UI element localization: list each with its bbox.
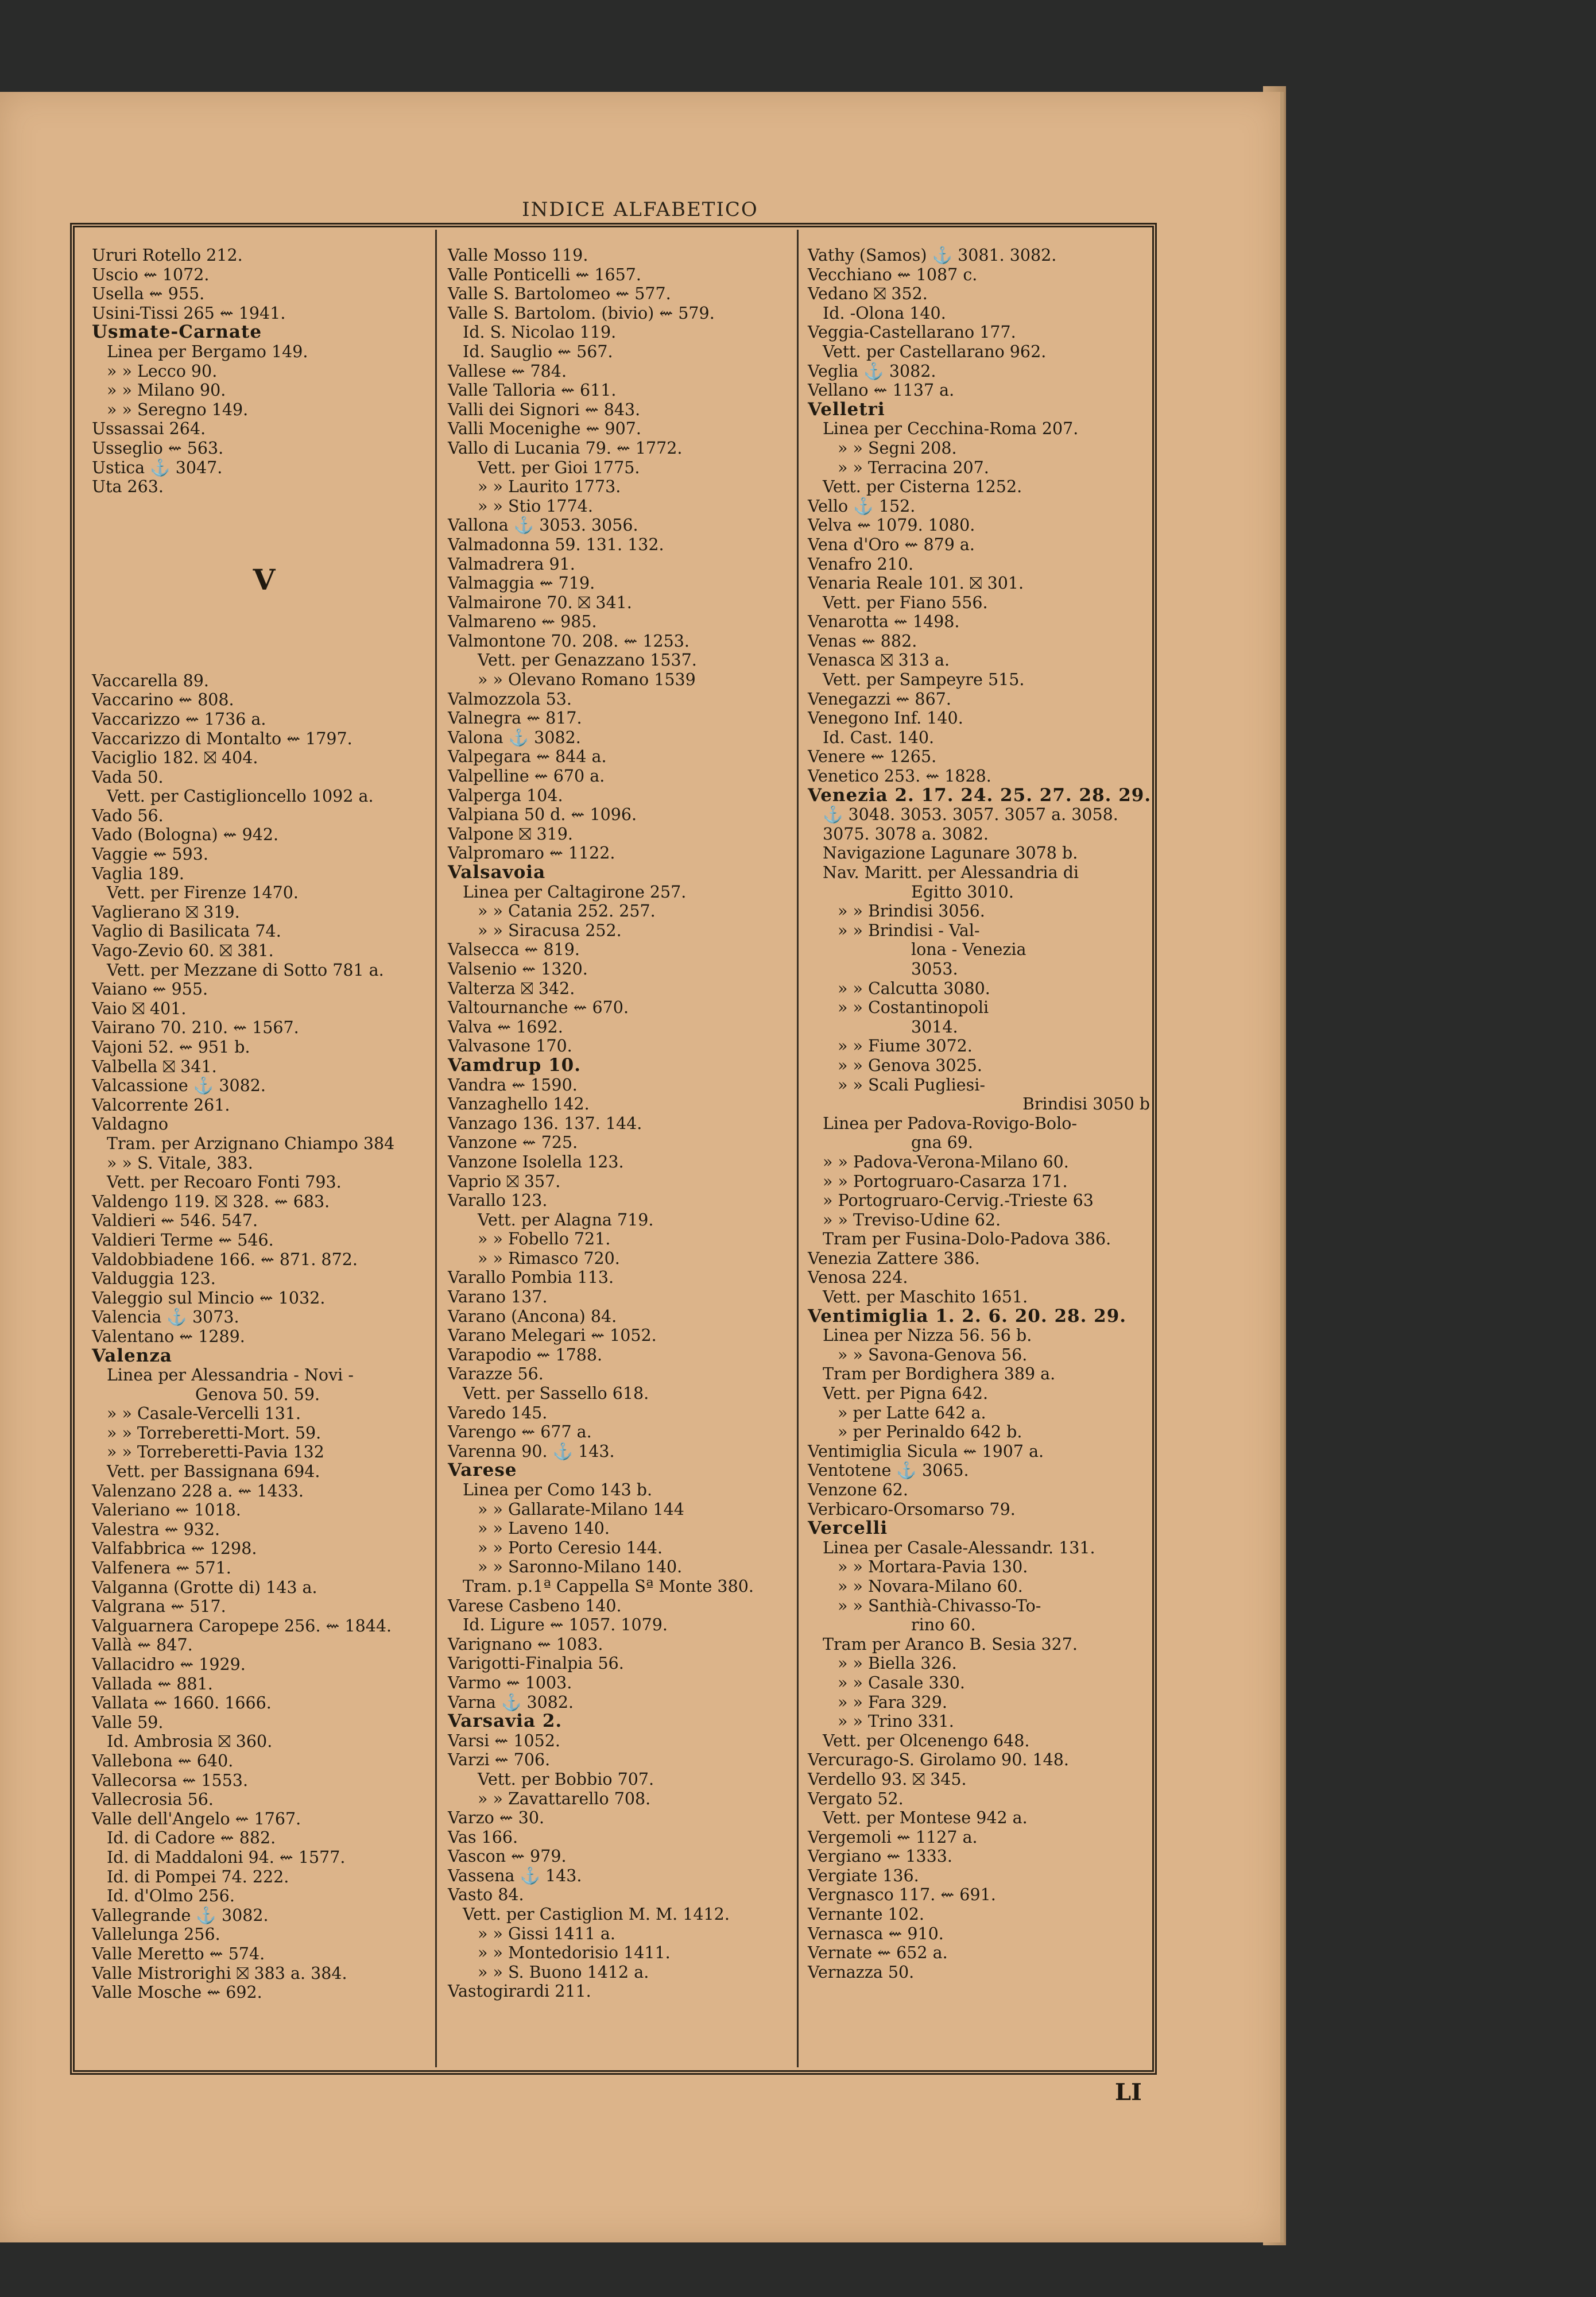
index-entry: Varano 137.: [448, 1287, 548, 1307]
index-entry: Verdello 93. ⛝ 345.: [808, 1769, 967, 1789]
index-entry: Vallata ⇜ 1660. 1666.: [92, 1693, 272, 1713]
index-entry: Vallacidro ⇜ 1929.: [92, 1655, 246, 1674]
index-entry: » » Biella 326.: [838, 1654, 957, 1673]
index-entry: Valle Mistrorighi ⛝ 383 a. 384.: [92, 1963, 347, 1983]
index-entry: Vaccarizzo ⇜ 1736 a.: [92, 709, 266, 729]
index-entry: Valmairone 70. ⛝ 341.: [448, 593, 632, 612]
index-entry: » » S. Vitale, 383.: [107, 1153, 253, 1173]
index-entry: Linea per Como 143 b.: [463, 1480, 653, 1499]
index-entry: Linea per Caltagirone 257.: [463, 882, 687, 902]
index-entry: » » Gissi 1411 a.: [478, 1924, 615, 1943]
index-entry: Vallona ⚓ 3053. 3056.: [448, 516, 638, 535]
index-entry: Valpone ⛝ 319.: [448, 824, 573, 844]
index-entry: Vett. per Gioi 1775.: [478, 458, 640, 477]
index-entry: Valvasone 170.: [448, 1037, 572, 1056]
index-entry: Vett. per Alagna 719.: [478, 1210, 654, 1229]
index-entry: Vairano 70. 210. ⇜ 1567.: [92, 1018, 299, 1038]
index-entry: Valdobbiadene 166. ⇜ 871. 872.: [92, 1250, 358, 1269]
index-entry: » » Calcutta 3080.: [838, 979, 990, 998]
index-entry: Velva ⇜ 1079. 1080.: [808, 516, 975, 535]
index-entry: rino 60.: [911, 1615, 976, 1635]
index-entry: » » Casale-Vercelli 131.: [107, 1404, 301, 1424]
index-entry: » » Scali Pugliesi-: [838, 1075, 986, 1095]
page-number: LI: [1115, 2079, 1142, 2106]
index-entry: Valmareno ⇜ 985.: [448, 612, 597, 632]
index-entry: Vaio ⛝ 401.: [92, 999, 187, 1018]
index-entry: Valmozzola 53.: [448, 689, 572, 709]
index-entry: Venzone 62.: [808, 1480, 908, 1499]
index-entry: Vaccarino ⇜ 808.: [92, 690, 234, 710]
index-entry: Vallegrande ⚓ 3082.: [92, 1905, 269, 1925]
index-entry: Valcassione ⚓ 3082.: [92, 1076, 266, 1096]
index-entry: Vanzone ⇜ 725.: [448, 1133, 578, 1153]
index-entry: Venaria Reale 101. ⛝ 301.: [808, 574, 1024, 593]
index-entry: » » Fobello 721.: [478, 1229, 611, 1249]
index-entry: Venarotta ⇜ 1498.: [808, 612, 960, 632]
index-entry: Vergemoli ⇜ 1127 a.: [808, 1827, 978, 1847]
index-entry: Valva ⇜ 1692.: [448, 1017, 563, 1037]
index-entry: Valle S. Bartolomeo ⇜ 577.: [448, 284, 671, 304]
index-entry: Vaglierano ⛝ 319.: [92, 902, 240, 922]
index-entry: Vallese ⇜ 784.: [448, 361, 567, 381]
index-entry: Vanzago 136. 137. 144.: [448, 1113, 642, 1133]
index-entry: Vett. per Cisterna 1252.: [823, 477, 1022, 497]
index-entry: Vett. per Bobbio 707.: [478, 1769, 654, 1789]
index-entry: » » Laurito 1773.: [478, 477, 621, 497]
index-entry: » » Olevano Romano 1539: [478, 670, 696, 690]
index-entry: Egitto 3010.: [911, 882, 1014, 902]
index-entry: Venere ⇜ 1265.: [808, 747, 937, 767]
index-entry: Vas 166.: [448, 1827, 518, 1847]
index-entry: » » Montedorisio 1411.: [478, 1943, 671, 1963]
index-entry: Valsecca ⇜ 819.: [448, 940, 580, 960]
index-entry: Usella ⇜ 955.: [92, 284, 205, 304]
index-entry: Valona ⚓ 3082.: [448, 728, 581, 747]
index-entry: » » Costantinopoli: [838, 998, 989, 1018]
index-entry: Valtournanche ⇜ 670.: [448, 998, 629, 1018]
index-entry: » Portogruaro-Cervig.-Trieste 63: [823, 1191, 1094, 1211]
index-heading: Venezia 2. 17. 24. 25. 27. 28. 29.: [808, 784, 1152, 806]
index-entry: Vett. per Montese 942 a.: [823, 1808, 1028, 1828]
index-entry: Varese Casbeno 140.: [448, 1596, 622, 1615]
index-entry: Id. Ambrosia ⛝ 360.: [107, 1732, 273, 1751]
index-entry: Id. Sauglio ⇜ 567.: [463, 342, 613, 361]
index-entry: » » Genova 3025.: [838, 1055, 982, 1075]
index-entry: Valpelline ⇜ 670 a.: [448, 767, 605, 786]
index-entry: Vandra ⇜ 1590.: [448, 1075, 578, 1095]
index-entry: Valdieri ⇜ 546. 547.: [92, 1211, 258, 1231]
index-entry: Vajoni 52. ⇜ 951 b.: [92, 1038, 250, 1057]
index-entry: Valestra ⇜ 932.: [92, 1519, 220, 1539]
index-entry: Venafro 210.: [808, 554, 914, 574]
index-entry: » » Seregno 149.: [107, 400, 249, 419]
index-entry: Venosa 224.: [808, 1268, 908, 1287]
index-entry: Verbicaro-Orsomarso 79.: [808, 1499, 1016, 1519]
index-entry: Valle Meretto ⇜ 574.: [92, 1944, 265, 1963]
index-entry: » » Lecco 90.: [107, 361, 218, 381]
index-entry: Vett. per Fiano 556.: [823, 593, 988, 612]
index-entry: » » Stio 1774.: [478, 496, 593, 516]
index-entry: Vallecorsa ⇜ 1553.: [92, 1770, 249, 1790]
index-entry: Navigazione Lagunare 3078 b.: [823, 844, 1078, 863]
index-entry: » per Latte 642 a.: [838, 1403, 986, 1422]
index-entry: Vasto 84.: [448, 1885, 524, 1905]
index-entry: Usseglio ⇜ 563.: [92, 438, 224, 458]
index-entry: Vathy (Samos) ⚓ 3081. 3082.: [808, 246, 1057, 265]
index-entry: Valenzano 228 a. ⇜ 1433.: [92, 1481, 304, 1501]
index-entry: Vecchiano ⇜ 1087 c.: [808, 265, 978, 284]
index-entry: » » Torreberetti-Pavia 132: [107, 1443, 324, 1462]
index-entry: Vaprio ⛝ 357.: [448, 1171, 561, 1191]
index-entry: Linea per Bergamo 149.: [107, 342, 308, 361]
index-heading: Varese: [448, 1460, 517, 1481]
index-entry: Ventotene ⚓ 3065.: [808, 1461, 969, 1480]
index-entry: Vett. per Pigna 642.: [823, 1384, 989, 1403]
index-entry: » » Zavattarello 708.: [478, 1789, 651, 1808]
index-entry: Linea per Casale-Alessandr. 131.: [823, 1538, 1095, 1557]
index-column-1: [92, 246, 436, 2002]
index-entry: Valli Mocenighe ⇜ 907.: [448, 419, 641, 439]
index-entry: » » Santhià-Chivasso-To-: [838, 1596, 1041, 1615]
index-entry: Tram. p.1ª Cappella Sª Monte 380.: [463, 1576, 754, 1596]
index-entry: Vago-Zevio 60. ⛝ 381.: [92, 941, 274, 961]
index-entry: 3014.: [911, 1017, 958, 1037]
index-entry: Varzo ⇜ 30.: [448, 1808, 545, 1828]
index-entry: Vanzaghello 142.: [448, 1095, 590, 1114]
index-entry: Ventimiglia Sicula ⇜ 1907 a.: [808, 1441, 1044, 1461]
index-entry: Varzi ⇜ 706.: [448, 1750, 551, 1770]
index-entry: Valeriano ⇜ 1018.: [92, 1501, 241, 1520]
index-entry: Valnegra ⇜ 817.: [448, 709, 582, 728]
index-entry: » » Mortara-Pavia 130.: [838, 1557, 1028, 1577]
index-entry: Linea per Padova-Rovigo-Bolo-: [823, 1113, 1077, 1133]
index-entry: Id. di Maddaloni 94. ⇜ 1577.: [107, 1847, 346, 1867]
index-entry: Valterza ⛝ 342.: [448, 979, 575, 998]
index-entry: Valle dell'Angelo ⇜ 1767.: [92, 1809, 301, 1828]
index-heading: Vamdrup 10.: [448, 1054, 582, 1076]
index-entry: Varallo Pombia 113.: [448, 1268, 614, 1287]
index-entry: Valfenera ⇜ 571.: [92, 1559, 231, 1578]
index-entry: Varna ⚓ 3082.: [448, 1692, 574, 1712]
index-entry: Linea per Nizza 56. 56 b.: [823, 1326, 1032, 1345]
index-entry: Valfabbrica ⇜ 1298.: [92, 1539, 257, 1559]
index-entry: Valduggia 123.: [92, 1269, 216, 1289]
index-entry: Venetico 253. ⇜ 1828.: [808, 767, 991, 786]
index-entry: » » Saronno-Milano 140.: [478, 1557, 683, 1577]
index-entry: Ustica ⚓ 3047.: [92, 458, 223, 477]
index-entry: Varigotti-Finalpia 56.: [448, 1654, 624, 1673]
column-divider-2: [797, 230, 799, 2067]
index-entry: Varazze 56.: [448, 1364, 544, 1384]
index-entry: Vastogirardi 211.: [448, 1982, 591, 2001]
index-entry: Id. -Olona 140.: [823, 303, 946, 323]
index-entry: » » Brindisi 3056.: [838, 902, 985, 921]
index-entry: Id. S. Nicolao 119.: [463, 323, 617, 342]
index-entry: Valle Mosso 119.: [448, 246, 588, 265]
index-entry: Vergnasco 117. ⇜ 691.: [808, 1885, 996, 1905]
index-entry: Valencia ⚓ 3073.: [92, 1308, 239, 1327]
index-entry: Linea per Cecchina-Roma 207.: [823, 419, 1079, 439]
index-entry: Linea per Alessandria - Novi -: [107, 1366, 354, 1385]
index-entry: » » S. Buono 1412 a.: [478, 1962, 649, 1982]
index-entry: Valmaggia ⇜ 719.: [448, 574, 595, 593]
index-entry: Vellano ⇜ 1137 a.: [808, 381, 955, 400]
index-entry: Usini-Tissi 265 ⇜ 1941.: [92, 303, 286, 323]
index-entry: Vallecrosia 56.: [92, 1790, 214, 1809]
index-entry: Valsenio ⇜ 1320.: [448, 959, 588, 979]
index-entry: Varano Melegari ⇜ 1052.: [448, 1326, 657, 1345]
index-entry: Vernasca ⇜ 910.: [808, 1924, 944, 1943]
index-entry: Vaglia 189.: [92, 864, 184, 883]
index-entry: Venas ⇜ 882.: [808, 631, 917, 651]
index-column-2: [448, 246, 792, 2001]
index-entry: Vada 50.: [92, 767, 164, 787]
index-entry: Valle Ponticelli ⇜ 1657.: [448, 265, 641, 284]
index-entry: 3053.: [911, 959, 958, 979]
index-entry: Vallada ⇜ 881.: [92, 1674, 213, 1693]
index-entry: Nav. Maritt. per Alessandria di: [823, 863, 1079, 882]
index-entry: Vercurago-S. Girolamo 90. 148.: [808, 1750, 1069, 1770]
index-entry: Venezia Zattere 386.: [808, 1248, 980, 1268]
index-entry: » » Padova-Verona-Milano 60.: [823, 1152, 1069, 1171]
index-heading: Varsavia 2.: [448, 1711, 563, 1732]
index-entry: Vassena ⚓ 143.: [448, 1866, 582, 1885]
index-entry: Veglia ⚓ 3082.: [808, 361, 936, 381]
index-entry: » » Casale 330.: [838, 1673, 965, 1692]
index-entry: Vett. per Bassignana 694.: [107, 1462, 320, 1482]
index-entry: Vergato 52.: [808, 1789, 904, 1808]
index-entry: » » Trino 331.: [838, 1712, 954, 1731]
index-entry: Vena d'Oro ⇜ 879 a.: [808, 535, 975, 554]
index-entry: Valdagno: [92, 1115, 169, 1134]
index-entry: » » Brindisi - Val-: [838, 921, 980, 940]
index-entry: » » Laveno 140.: [478, 1519, 610, 1538]
index-entry: Vallebona ⇜ 640.: [92, 1751, 234, 1770]
index-entry: Venegazzi ⇜ 867.: [808, 689, 951, 709]
index-entry: Veggia-Castellarano 177.: [808, 323, 1016, 342]
index-entry: Varignano ⇜ 1083.: [448, 1634, 603, 1654]
index-entry: Id. Cast. 140.: [823, 728, 935, 747]
index-entry: Valeggio sul Mincio ⇜ 1032.: [92, 1288, 326, 1308]
index-entry: Valli dei Signori ⇜ 843.: [448, 400, 641, 419]
index-heading: Valsavoia: [448, 862, 546, 883]
index-entry: Varenna 90. ⚓ 143.: [448, 1441, 615, 1461]
index-entry: Tram per Fusina-Dolo-Padova 386.: [823, 1229, 1111, 1249]
index-entry: Valpromaro ⇜ 1122.: [448, 844, 615, 863]
index-entry: Varedo 145.: [448, 1403, 548, 1422]
index-entry: Tram per Aranco B. Sesia 327.: [823, 1634, 1078, 1654]
index-entry: Valdengo 119. ⛝ 328. ⇜ 683.: [92, 1192, 330, 1211]
index-entry: Vallà ⇜ 847.: [92, 1635, 193, 1655]
index-entry: Id. Ligure ⇜ 1057. 1079.: [463, 1615, 668, 1635]
index-entry: » » Savona-Genova 56.: [838, 1345, 1028, 1364]
index-entry: Genova 50. 59.: [195, 1385, 320, 1404]
running-title: INDICE ALFABETICO: [522, 198, 758, 221]
index-entry: Vaiano ⇜ 955.: [92, 980, 208, 999]
index-entry: lona - Venezia: [911, 940, 1026, 960]
index-entry: Valmadrera 91.: [448, 554, 575, 574]
index-entry: Vello ⚓ 152.: [808, 496, 916, 516]
index-entry: Vett. per Castellarano 962.: [823, 342, 1047, 361]
index-entry: Ussassai 264.: [92, 419, 206, 439]
index-entry: » » Rimasco 720.: [478, 1248, 620, 1268]
index-entry: Vett. per Sampeyre 515.: [823, 670, 1025, 690]
index-entry: gna 69.: [911, 1133, 973, 1153]
index-entry: Vado 56.: [92, 806, 164, 825]
index-entry: Vergiate 136.: [808, 1866, 919, 1885]
index-entry: » » Treviso-Udine 62.: [823, 1210, 1001, 1229]
index-entry: Vaglio di Basilicata 74.: [92, 922, 281, 941]
index-entry: Vedano ⛝ 352.: [808, 284, 928, 304]
index-entry: Valguarnera Caropepe 256. ⇜ 1844.: [92, 1616, 392, 1635]
index-entry: Valmontone 70. 208. ⇜ 1253.: [448, 631, 689, 651]
index-entry: Varsi ⇜ 1052.: [448, 1731, 560, 1750]
index-entry: Vett. per Sassello 618.: [463, 1384, 649, 1403]
index-entry: Varapodio ⇜ 1788.: [448, 1345, 603, 1364]
index-entry: Vernante 102.: [808, 1905, 924, 1924]
index-entry: » » Terracina 207.: [838, 458, 989, 477]
index-column-3: [808, 246, 1152, 1982]
index-entry: Vaciglio 182. ⛝ 404.: [92, 748, 258, 768]
index-entry: » » Torreberetti-Mort. 59.: [107, 1423, 321, 1443]
index-entry: Vallelunga 256.: [92, 1925, 220, 1944]
index-entry: Valpiana 50 d. ⇜ 1096.: [448, 805, 637, 825]
index-entry: Vett. per Olcenengo 648.: [823, 1731, 1030, 1750]
index-entry: » » Portogruaro-Casarza 171.: [823, 1171, 1068, 1191]
index-entry: Valle Talloria ⇜ 611.: [448, 381, 617, 400]
index-entry: Valmadonna 59. 131. 132.: [448, 535, 664, 554]
index-heading: Velletri: [808, 399, 885, 420]
index-entry: Valganna (Grotte di) 143 a.: [92, 1577, 317, 1597]
index-heading: Usmate-Carnate: [92, 322, 262, 343]
index-entry: Valle S. Bartolom. (bivio) ⇜ 579.: [448, 303, 715, 323]
index-entry: » » Segni 208.: [838, 438, 957, 458]
index-entry: » » Siracusa 252.: [478, 921, 622, 940]
index-entry: Uscio ⇜ 1072.: [92, 265, 210, 284]
index-entry: Vaccarella 89.: [92, 671, 209, 690]
index-entry: Brindisi 3050 b: [1022, 1095, 1150, 1114]
index-entry: Valbella ⛝ 341.: [92, 1057, 217, 1076]
index-heading: Ventimiglia 1. 2. 6. 20. 28. 29.: [808, 1305, 1127, 1327]
index-entry: Vaggie ⇜ 593.: [92, 845, 208, 864]
index-entry: Venasca ⛝ 313 a.: [808, 651, 950, 670]
index-entry: Vett. per Mezzane di Sotto 781 a.: [107, 960, 384, 980]
index-entry: Vett. per Genazzano 1537.: [478, 651, 697, 670]
index-entry: Valdieri Terme ⇜ 546.: [92, 1230, 274, 1250]
index-heading: Valenza: [92, 1345, 173, 1366]
index-entry: Valgrana ⇜ 517.: [92, 1597, 226, 1617]
index-entry: Id. di Cadore ⇜ 882.: [107, 1828, 276, 1848]
index-entry: Vallo di Lucania 79. ⇜ 1772.: [448, 438, 683, 458]
index-entry: Vett. per Firenze 1470.: [107, 883, 299, 903]
index-entry: Uta 263.: [92, 477, 164, 497]
index-entry: Varallo 123.: [448, 1191, 548, 1211]
index-entry: Varengo ⇜ 677 a.: [448, 1422, 592, 1442]
index-entry: Valentano ⇜ 1289.: [92, 1327, 245, 1346]
index-entry: Valle Mosche ⇜ 692.: [92, 1983, 262, 2002]
index-entry: Id. d'Olmo 256.: [107, 1886, 235, 1906]
index-entry: Vernazza 50.: [808, 1962, 915, 1982]
index-heading: Vercelli: [808, 1518, 888, 1539]
index-entry: » » Catania 252. 257.: [478, 902, 656, 921]
index-entry: Varmo ⇜ 1003.: [448, 1673, 572, 1692]
index-entry: Ururi Rotello 212.: [92, 246, 243, 265]
index-entry: Vergiano ⇜ 1333.: [808, 1847, 952, 1866]
index-entry: Valpegara ⇜ 844 a.: [448, 747, 607, 767]
index-entry: Vascon ⇜ 979.: [448, 1847, 567, 1866]
index-entry: » » Fara 329.: [838, 1692, 947, 1712]
index-entry: Vett. per Recoaro Fonti 793.: [107, 1173, 342, 1192]
index-entry: Vanzone Isolella 123.: [448, 1152, 624, 1171]
index-entry: » » Milano 90.: [107, 381, 226, 400]
index-entry: » » Fiume 3072.: [838, 1037, 973, 1056]
index-entry: Vett. per Maschito 1651.: [823, 1287, 1028, 1307]
index-entry: Valperga 104.: [448, 786, 563, 805]
index-entry: Valle 59.: [92, 1712, 164, 1732]
index-entry: » » Novara-Milano 60.: [838, 1576, 1023, 1596]
index-entry: Venegono Inf. 140.: [808, 709, 963, 728]
index-entry: Tram per Bordighera 389 a.: [823, 1364, 1056, 1384]
index-entry: » per Perinaldo 642 b.: [838, 1422, 1022, 1442]
index-entry: Tram. per Arzignano Chiampo 384: [107, 1134, 395, 1153]
index-entry: Vado (Bologna) ⇜ 942.: [92, 825, 279, 845]
index-entry: Valcorrente 261.: [92, 1095, 230, 1115]
index-entry: » » Gallarate-Milano 144: [478, 1499, 684, 1519]
index-entry: 3075. 3078 a. 3082.: [823, 824, 989, 844]
index-entry: ⚓ 3048. 3053. 3057. 3057 a. 3058.: [823, 805, 1118, 825]
index-entry: » » Porto Ceresio 144.: [478, 1538, 663, 1557]
index-entry: Vernate ⇜ 652 a.: [808, 1943, 948, 1963]
index-entry: Vaccarizzo di Montalto ⇜ 1797.: [92, 729, 352, 748]
index-entry: Varano (Ancona) 84.: [448, 1306, 617, 1326]
section-letter: V: [253, 562, 276, 597]
index-entry: Id. di Pompei 74. 222.: [107, 1867, 289, 1886]
index-entry: Vett. per Castiglioncello 1092 a.: [107, 787, 374, 806]
index-entry: Vett. per Castiglion M. M. 1412.: [463, 1905, 730, 1924]
